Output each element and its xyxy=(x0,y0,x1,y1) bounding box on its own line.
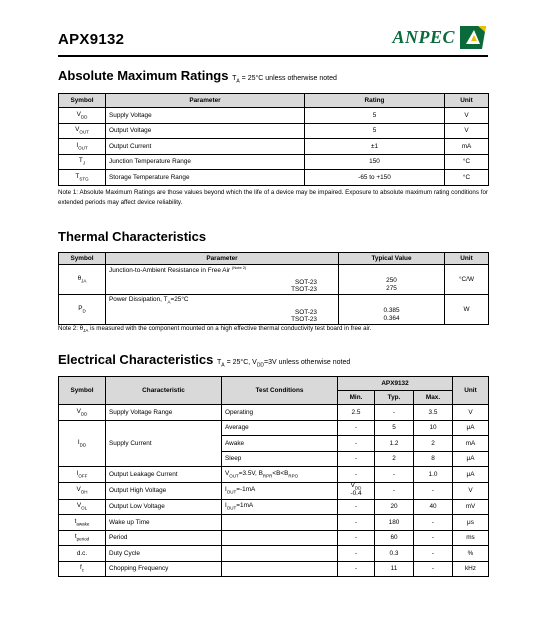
condition-cell xyxy=(222,561,338,577)
max-cell: 8 xyxy=(414,451,453,467)
electrical-title xyxy=(58,352,350,368)
min-cell: - xyxy=(338,499,375,515)
max-cell: - xyxy=(414,482,453,499)
unit-cell: kHz xyxy=(453,561,489,577)
characteristic-cell: Output Low Voltage xyxy=(106,499,222,515)
min-cell: - xyxy=(338,546,375,562)
parameter-cell: Storage Temperature Range xyxy=(106,170,305,186)
symbol-cell: $T_{STG}$ xyxy=(59,170,106,186)
electrical-table xyxy=(58,376,489,577)
typ-cell: 11 xyxy=(375,561,414,577)
unit-cell: μA xyxy=(453,467,489,483)
max-cell: 1.0 xyxy=(414,467,453,483)
col-header: Test Conditions xyxy=(222,377,338,405)
table-row xyxy=(59,530,489,546)
symbol-cell: $I_{DD}$ xyxy=(59,420,106,467)
col-header: Symbol xyxy=(59,377,106,405)
condition-cell: $V_{OUT}=3.5V$, $B_{RPR}<B<B_{RPO}$ xyxy=(222,467,338,483)
unit-cell: V xyxy=(453,405,489,421)
col-header: Max. xyxy=(414,391,453,405)
abs-max-table xyxy=(58,93,489,186)
abs-max-note: Note 1: Absolute Maximum Ratings are those values beyond which the life of a device may be impaired. Exposure to absolute maximum rating conditions for extended periods may affect device reliability. xyxy=(58,189,488,206)
unit-cell: mA xyxy=(445,139,489,155)
rating-cell: 5 xyxy=(305,108,445,124)
parameter-cell: Output Current xyxy=(106,139,305,155)
value-cell: 0.385 0.364 xyxy=(339,295,445,325)
rating-cell: -65 to +150 xyxy=(305,170,445,186)
table-row xyxy=(59,515,489,531)
col-header: Typical Value xyxy=(339,253,445,265)
thermal-table xyxy=(58,252,489,325)
min-cell: - xyxy=(338,530,375,546)
symbol-cell: d.c. xyxy=(59,546,106,562)
table-row xyxy=(59,295,489,325)
col-header: Parameter xyxy=(106,94,305,108)
table-row xyxy=(59,170,489,186)
table-header-row xyxy=(59,377,489,391)
characteristic-cell: Chopping Frequency xyxy=(106,561,222,577)
min-cell: $V_{DD}$ -0.4 xyxy=(338,482,375,499)
typ-cell: 5 xyxy=(375,420,414,436)
min-cell: 2.5 xyxy=(338,405,375,421)
table-row xyxy=(59,405,489,421)
typ-cell: 180 xyxy=(375,515,414,531)
parameter-cell: Output Voltage xyxy=(106,123,305,139)
page-header xyxy=(58,22,488,62)
table-row xyxy=(59,499,489,515)
col-header: Unit xyxy=(445,253,489,265)
col-header: Unit xyxy=(453,377,489,405)
table-row xyxy=(59,467,489,483)
unit-cell: μs xyxy=(453,515,489,531)
symbol-cell: $t_{awake}$ xyxy=(59,515,106,531)
condition-cell: Operating xyxy=(222,405,338,421)
col-header: Parameter xyxy=(106,253,339,265)
symbol-cell: $P_D$ xyxy=(59,295,106,325)
max-cell: 40 xyxy=(414,499,453,515)
condition-cell xyxy=(222,530,338,546)
min-cell: - xyxy=(338,436,375,452)
table-row xyxy=(59,139,489,155)
table-row xyxy=(59,123,489,139)
symbol-cell: $I_{OUT}$ xyxy=(59,139,106,155)
typ-cell: 2 xyxy=(375,451,414,467)
logo-text: ANPEC xyxy=(392,26,455,47)
part-number: APX9132 xyxy=(58,31,125,48)
col-header: Symbol xyxy=(59,253,106,265)
typ-cell: 20 xyxy=(375,499,414,515)
value-cell: 250 275 xyxy=(339,265,445,295)
col-header: Unit xyxy=(445,94,489,108)
table-row xyxy=(59,108,489,124)
header-rule xyxy=(58,55,488,57)
typ-cell: - xyxy=(375,405,414,421)
table-row xyxy=(59,561,489,577)
symbol-cell: $I_{OFF}$ xyxy=(59,467,106,483)
parameter-cell: Power Dissipation, $T_A=25^\circ C$ SOT-23 TSOT-23 xyxy=(106,295,339,325)
col-header: Min. xyxy=(338,391,375,405)
symbol-cell: $T_J$ xyxy=(59,154,106,170)
table-row xyxy=(59,265,489,295)
characteristic-cell: Wake up Time xyxy=(106,515,222,531)
min-cell: - xyxy=(338,467,375,483)
unit-cell: mV xyxy=(453,499,489,515)
unit-cell: °C xyxy=(445,170,489,186)
max-cell: 3.5 xyxy=(414,405,453,421)
typ-cell: 0.3 xyxy=(375,546,414,562)
table-row xyxy=(59,420,489,436)
abs-max-title xyxy=(58,68,337,84)
unit-cell: ms xyxy=(453,530,489,546)
typ-cell: 1.2 xyxy=(375,436,414,452)
rating-cell: ±1 xyxy=(305,139,445,155)
max-cell: - xyxy=(414,546,453,562)
symbol-cell: $V_{OUT}$ xyxy=(59,123,106,139)
characteristic-cell: Output Leakage Current xyxy=(106,467,222,483)
col-header: Characteristic xyxy=(106,377,222,405)
rating-cell: 5 xyxy=(305,123,445,139)
max-cell: - xyxy=(414,561,453,577)
min-cell: - xyxy=(338,420,375,436)
min-cell: - xyxy=(338,515,375,531)
symbol-cell: $V_{OL}$ xyxy=(59,499,106,515)
characteristic-cell: Output High Voltage xyxy=(106,482,222,499)
col-header: Rating xyxy=(305,94,445,108)
symbol-cell: $t_{period}$ xyxy=(59,530,106,546)
condition-cell: $I_{OUT}=-1mA$ xyxy=(222,482,338,499)
parameter-cell: Supply Voltage xyxy=(106,108,305,124)
abs-max-heading: Absolute Maximum Ratings xyxy=(58,68,229,83)
unit-cell: V xyxy=(445,123,489,139)
symbol-cell: $V_{OH}$ xyxy=(59,482,106,499)
symbol-cell: $f_c$ xyxy=(59,561,106,577)
unit-cell: % xyxy=(453,546,489,562)
table-row xyxy=(59,546,489,562)
unit-cell: °C xyxy=(445,154,489,170)
min-cell: - xyxy=(338,451,375,467)
thermal-note: Note 2: $\theta_{JA}$ is measured with the component mounted on a high effective thermal conductivity test board in free air. xyxy=(58,325,372,334)
max-cell: - xyxy=(414,530,453,546)
characteristic-cell: Period xyxy=(106,530,222,546)
condition-cell: $I_{OUT}=1mA$ xyxy=(222,499,338,515)
unit-cell: μA xyxy=(453,420,489,436)
table-header-row xyxy=(59,94,489,108)
unit-cell: μA xyxy=(453,451,489,467)
col-header: APX9132 xyxy=(338,377,453,391)
table-row xyxy=(59,154,489,170)
thermal-title xyxy=(58,229,206,244)
unit-cell: mA xyxy=(453,436,489,452)
company-logo xyxy=(392,22,488,52)
table-header-row xyxy=(59,253,489,265)
abs-max-condition: $T_A = 25^\circ C$ unless otherwise noted xyxy=(232,75,337,85)
condition-cell: Awake xyxy=(222,436,338,452)
col-header: Typ. xyxy=(375,391,414,405)
unit-cell: °C/W xyxy=(445,265,489,295)
max-cell: 10 xyxy=(414,420,453,436)
unit-cell: W xyxy=(445,295,489,325)
characteristic-cell: Duty Cycle xyxy=(106,546,222,562)
characteristic-cell: Supply Voltage Range xyxy=(106,405,222,421)
typ-cell: - xyxy=(375,482,414,499)
rating-cell: 150 xyxy=(305,154,445,170)
table-row xyxy=(59,482,489,499)
electrical-heading: Electrical Characteristics xyxy=(58,352,214,367)
symbol-cell: $V_{DD}$ xyxy=(59,405,106,421)
thermal-heading: Thermal Characteristics xyxy=(58,229,207,244)
symbol-cell: $\theta_{JA}$ xyxy=(59,265,106,295)
max-cell: 2 xyxy=(414,436,453,452)
electrical-condition: $T_A = 25^\circ C$, $V_{DD}=3V$ unless otherwise noted xyxy=(217,359,351,369)
characteristic-cell: Supply Current xyxy=(106,420,222,467)
parameter-cell: Junction-to-Ambient Resistance in Free Air $^{(Note 2)}$ SOT-23 TSOT-23 xyxy=(106,265,339,295)
condition-cell: Average xyxy=(222,420,338,436)
typ-cell: - xyxy=(375,467,414,483)
unit-cell: V xyxy=(453,482,489,499)
max-cell: - xyxy=(414,515,453,531)
unit-cell: V xyxy=(445,108,489,124)
symbol-cell: $V_{DD}$ xyxy=(59,108,106,124)
parameter-cell: Junction Temperature Range xyxy=(106,154,305,170)
condition-cell xyxy=(222,546,338,562)
typ-cell: 60 xyxy=(375,530,414,546)
anpec-logo-icon xyxy=(458,23,488,51)
condition-cell: Sleep xyxy=(222,451,338,467)
col-header: Symbol xyxy=(59,94,106,108)
condition-cell xyxy=(222,515,338,531)
min-cell: - xyxy=(338,561,375,577)
